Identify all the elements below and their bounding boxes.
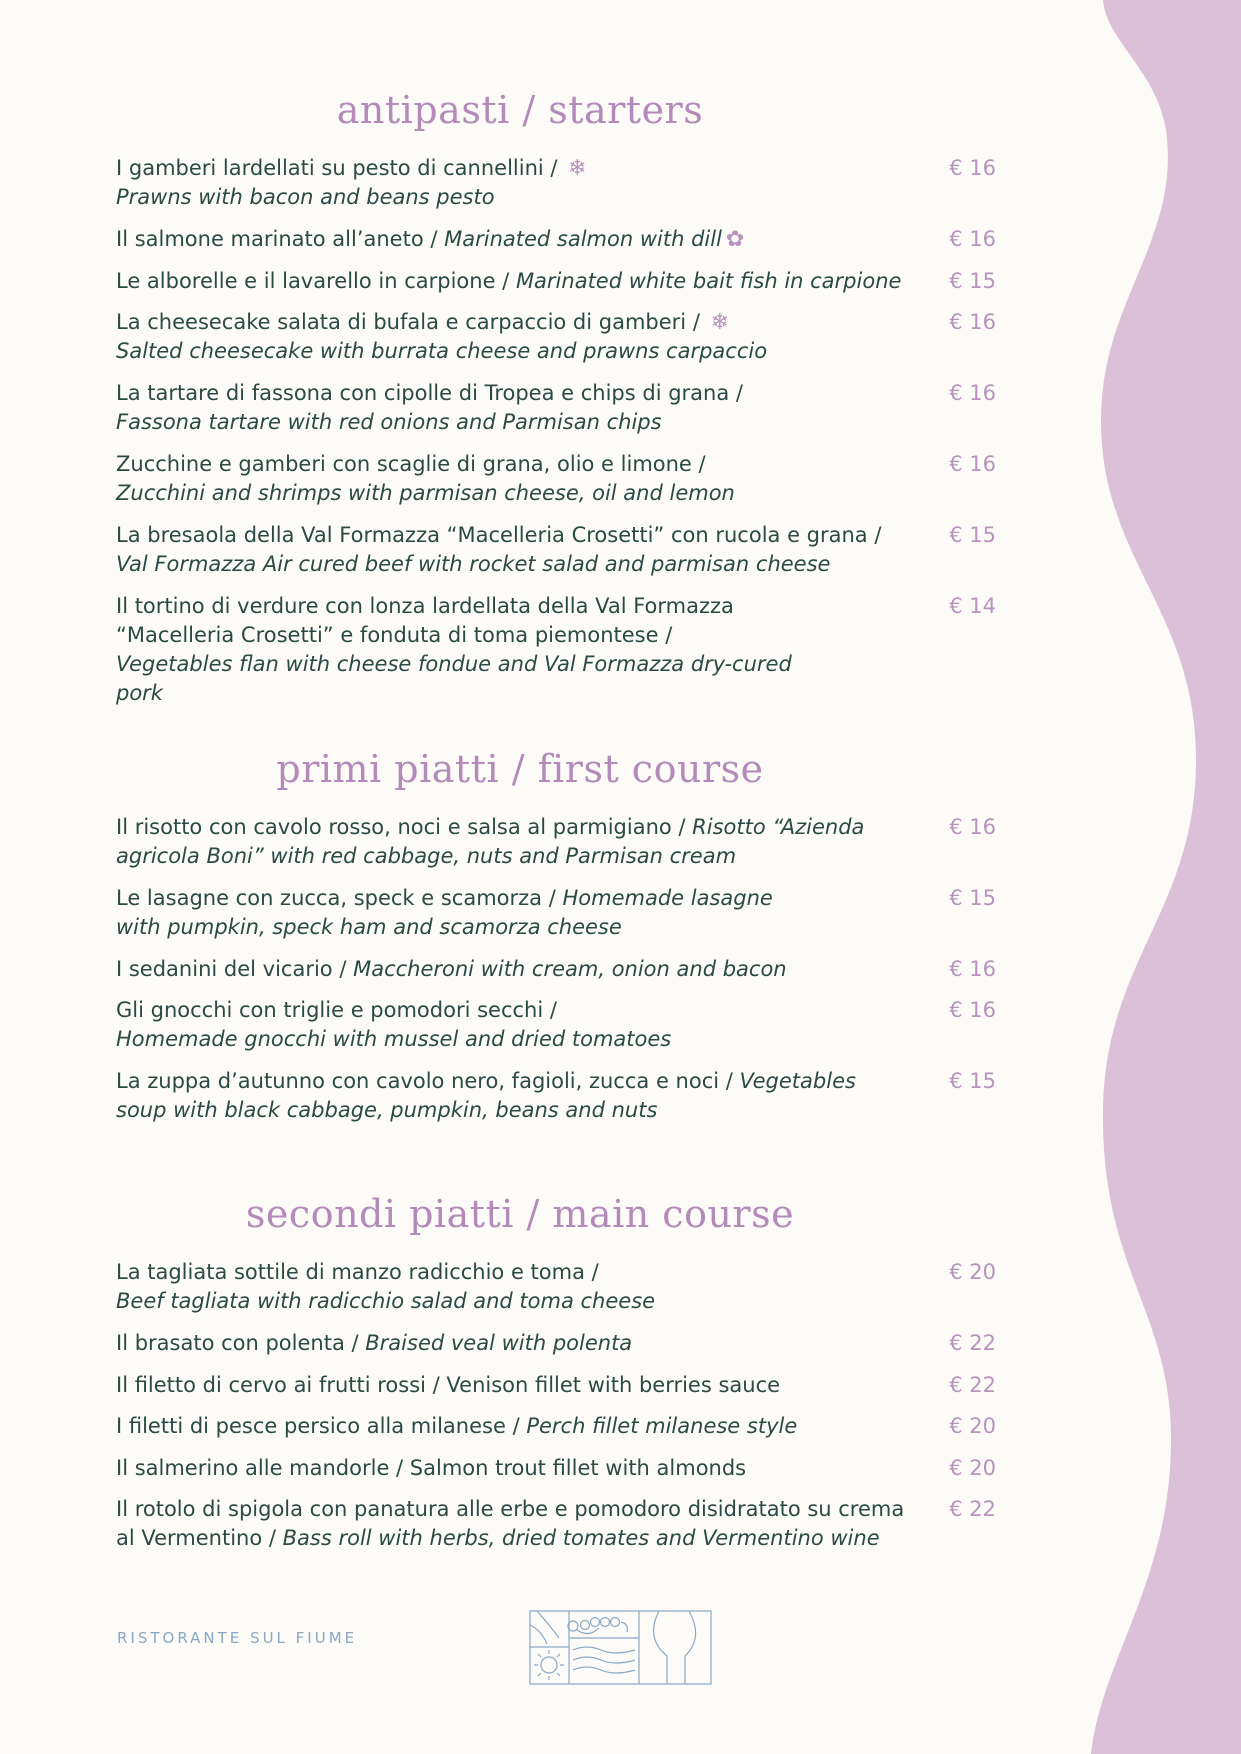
item-english: Vegetables flan with cheese fondue and Val Formazza dry-cured pork <box>116 652 792 705</box>
item-price: € 15 <box>949 523 996 547</box>
item-italian: Il salmone marinato all’aneto / <box>116 227 445 251</box>
menu-item <box>116 521 996 579</box>
item-english: Fassona tartare with red onions and Parmisan chips <box>116 410 662 434</box>
item-english: Homemade gnocchi with mussel and dried tomatoes <box>116 1027 672 1051</box>
item-english: Salted cheesecake with burrata cheese and prawns carpaccio <box>116 339 768 363</box>
menu-item <box>116 1329 996 1358</box>
item-english: Beef tagliata with radicchio salad and toma cheese <box>116 1289 656 1313</box>
menu-item <box>116 1412 996 1441</box>
item-price: € 22 <box>949 1373 996 1397</box>
item-english: Zucchini and shrimps with parmisan cheese, oil and lemon <box>116 481 735 505</box>
item-italian: I filetti di pesce persico alla milanese / <box>116 1414 527 1438</box>
item-italian: Le alborelle e il lavarello in carpione / <box>116 269 516 293</box>
item-italian: Il salmerino alle mandorle / Salmon trout fillet with almonds <box>116 1456 747 1480</box>
item-price: € 16 <box>949 381 996 405</box>
item-english: Prawns with bacon and beans pesto <box>116 185 495 209</box>
section-title-main-course: secondi piatti / main course <box>245 1192 795 1236</box>
item-english: Val Formazza Air cured beef with rocket salad and parmisan cheese <box>116 552 831 576</box>
menu-item <box>116 379 996 437</box>
item-italian: I gamberi lardellati su pesto di cannellini / <box>116 156 565 180</box>
snowflake-icon: ❄ <box>710 310 730 335</box>
menu-item <box>116 450 996 508</box>
item-english: Homemade lasagne with pumpkin, speck ham and scamorza cheese <box>116 886 773 939</box>
item-italian: La zuppa d’autunno con cavolo nero, fagioli, zucca e noci / <box>116 1069 740 1093</box>
menu-item <box>116 1454 996 1483</box>
menu-item <box>116 1495 996 1553</box>
item-italian: La cheesecake salata di bufala e carpaccio di gamberi / <box>116 310 707 334</box>
item-italian: I sedanini del vicario / <box>116 957 354 981</box>
item-italian: Il rotolo di spigola con panatura alle erbe e pomodoro disidratato su crema al Vermentino / <box>116 1497 905 1550</box>
item-italian: Il tortino di verdure con lonza lardellata della Val Formazza “Macelleria Crosetti” e fonduta di toma piemontese / <box>116 594 734 647</box>
item-price: € 20 <box>949 1260 996 1284</box>
menu-item <box>116 955 996 984</box>
item-english: Risotto “Azienda agricola Boni” with red cabbage, nuts and Parmisan cream <box>116 815 865 868</box>
section-title-first-course: primi piatti / first course <box>276 747 764 791</box>
item-english: Perch fillet milanese style <box>526 1414 798 1438</box>
menu-item <box>116 1067 996 1125</box>
item-english: Braised veal with polenta <box>365 1331 633 1355</box>
item-price: € 16 <box>949 957 996 981</box>
item-italian: Il filetto di cervo ai frutti rossi / Venison fillet with berries sauce <box>116 1373 781 1397</box>
menu-item <box>116 225 996 254</box>
menu-item <box>116 267 996 296</box>
menu-item <box>116 813 996 871</box>
item-price: € 16 <box>949 998 996 1022</box>
menu-item <box>116 154 996 212</box>
item-english: Vegetables soup with black cabbage, pumpkin, beans and nuts <box>116 1069 856 1122</box>
item-italian: Il brasato con polenta / <box>116 1331 366 1355</box>
item-price: € 16 <box>949 227 996 251</box>
item-english: Marinated salmon with dill <box>444 227 722 251</box>
menu-item <box>116 1258 996 1316</box>
restaurant-logo-icon <box>529 1610 712 1685</box>
item-price: € 16 <box>949 452 996 476</box>
item-italian: La tartare di fassona con cipolle di Tropea e chips di grana / <box>116 381 743 405</box>
item-price: € 16 <box>949 815 996 839</box>
dill-icon: ✿ <box>725 227 745 252</box>
item-price: € 15 <box>949 1069 996 1093</box>
item-english: Maccheroni with cream, onion and bacon <box>353 957 787 981</box>
item-price: € 16 <box>949 310 996 334</box>
item-english: Marinated white bait fish in carpione <box>515 269 902 293</box>
item-price: € 15 <box>949 886 996 910</box>
item-price: € 22 <box>949 1331 996 1355</box>
section-title-starters: antipasti / starters <box>336 88 704 132</box>
decorative-wave-band <box>1041 0 1241 1754</box>
item-price: € 16 <box>949 156 996 180</box>
menu-item <box>116 1371 996 1400</box>
snowflake-icon: ❄ <box>568 156 587 181</box>
menu-item <box>116 308 996 366</box>
item-price: € 15 <box>949 269 996 293</box>
item-price: € 14 <box>949 594 996 618</box>
item-italian: Le lasagne con zucca, speck e scamorza / <box>116 886 563 910</box>
item-italian: Gli gnocchi con triglie e pomodori secchi / <box>116 998 557 1022</box>
item-italian: La tagliata sottile di manzo radicchio e toma / <box>116 1260 599 1284</box>
item-price: € 20 <box>949 1456 996 1480</box>
item-price: € 22 <box>949 1497 996 1521</box>
menu-item <box>116 996 996 1054</box>
item-english: Bass roll with herbs, dried tomates and Vermentino wine <box>282 1526 880 1550</box>
menu-item <box>116 592 996 708</box>
item-italian: Il risotto con cavolo rosso, noci e salsa al parmigiano / <box>116 815 693 839</box>
item-italian: La bresaola della Val Formazza “Macelleria Crosetti” con rucola e grana / <box>116 523 882 547</box>
item-italian: Zucchine e gamberi con scaglie di grana, olio e limone / <box>116 452 706 476</box>
item-price: € 20 <box>949 1414 996 1438</box>
restaurant-name: RISTORANTE SUL FIUME <box>117 1629 358 1647</box>
menu-item <box>116 884 996 942</box>
